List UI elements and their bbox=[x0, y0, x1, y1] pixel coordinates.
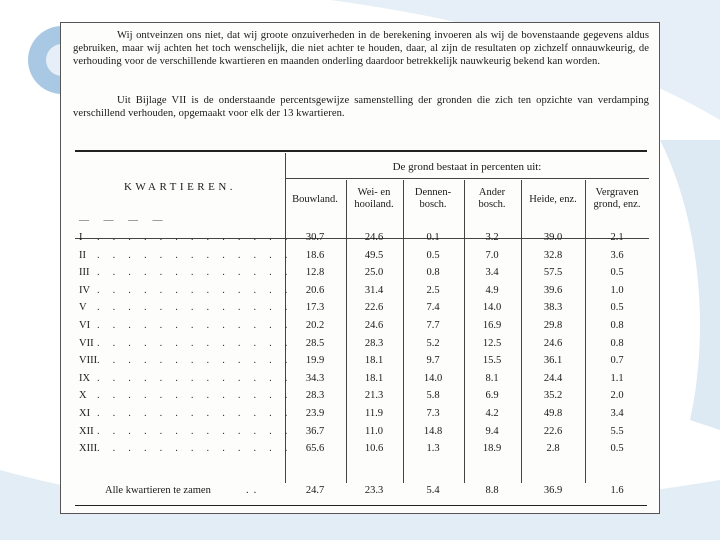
table-cell: 9.4 bbox=[485, 425, 499, 437]
table-cell: 39.6 bbox=[543, 284, 563, 296]
table-cell: 5.8 bbox=[426, 390, 440, 402]
table-cell: 7.4 bbox=[426, 302, 440, 314]
table-cell: 32.8 bbox=[543, 249, 563, 261]
table-cell: 2.1 bbox=[610, 232, 624, 243]
row-label: XI bbox=[79, 408, 91, 419]
table-cell: 2.8 bbox=[546, 443, 560, 455]
table-cell: 18.1 bbox=[364, 355, 384, 367]
table-cell: 7.7 bbox=[426, 320, 440, 331]
table-row bbox=[61, 319, 660, 337]
table-cell: 22.6 bbox=[364, 302, 384, 314]
table-cell: 12.8 bbox=[305, 267, 325, 279]
table-cell: 9.7 bbox=[426, 355, 440, 367]
table-cell: 7.0 bbox=[485, 249, 499, 261]
table-cell: 0.5 bbox=[426, 249, 440, 261]
table-cell: 5.5 bbox=[610, 425, 624, 437]
table-cell: 38.3 bbox=[543, 302, 563, 314]
total-cell: 24.7 bbox=[305, 485, 325, 496]
column-header-line: hooiland. bbox=[354, 198, 394, 210]
leader-dots: . . . . . . . . . . . . . bbox=[97, 267, 293, 279]
table-cell: 3.2 bbox=[485, 232, 499, 243]
table-cell: 57.5 bbox=[543, 267, 563, 279]
table-cell: 31.4 bbox=[364, 284, 384, 296]
table-top-rule bbox=[75, 150, 647, 152]
table-cell: 25.0 bbox=[364, 267, 384, 279]
table-cell: 30.7 bbox=[305, 232, 325, 243]
table-cell: 0.8 bbox=[426, 267, 440, 279]
leader-dots: . . . . . . . . . . . . . bbox=[97, 302, 293, 314]
table-cell: 20.6 bbox=[305, 284, 325, 296]
column-header-line: bosch. bbox=[419, 198, 447, 210]
table-cell: 0.8 bbox=[610, 337, 624, 349]
column-header-line: Dennen- bbox=[414, 187, 452, 198]
table-cell: 24.6 bbox=[543, 337, 563, 349]
total-cell: 36.9 bbox=[543, 485, 563, 496]
table-cell: 0.8 bbox=[610, 320, 624, 331]
table-row bbox=[61, 425, 660, 443]
column-header-line: Bouwland. bbox=[292, 194, 338, 205]
total-leader-dots: .. bbox=[246, 485, 262, 496]
table-cell: 39.0 bbox=[543, 232, 563, 243]
table-row bbox=[61, 372, 660, 390]
table-cell: 29.8 bbox=[543, 320, 563, 331]
row-label: XII bbox=[79, 425, 94, 437]
table-cell: 28.5 bbox=[305, 337, 325, 349]
table-cell: 24.6 bbox=[364, 320, 384, 331]
table-cell: 16.9 bbox=[482, 320, 502, 331]
leader-dots: . . . . . . . . . . . . . bbox=[97, 443, 293, 455]
table-cell: 3.4 bbox=[485, 267, 499, 279]
table-cell: 6.9 bbox=[485, 390, 499, 402]
table-row bbox=[61, 389, 660, 407]
table-cell: 14.8 bbox=[423, 425, 443, 437]
table-cell: 4.2 bbox=[485, 408, 499, 419]
table-row bbox=[61, 284, 660, 302]
table-cell: 28.3 bbox=[364, 337, 384, 349]
table-cell: 18.9 bbox=[482, 443, 502, 455]
table-cell: 19.9 bbox=[305, 355, 325, 367]
row-label: VIII bbox=[79, 355, 98, 367]
table-cell: 3.4 bbox=[610, 408, 624, 419]
table-cell: 34.3 bbox=[305, 372, 325, 384]
table-row bbox=[61, 301, 660, 319]
table-row bbox=[61, 337, 660, 355]
row-label: VI bbox=[79, 320, 91, 331]
background-swoosh-right bbox=[660, 140, 720, 430]
column-header-line: bosch. bbox=[478, 198, 506, 210]
row-header: KWARTIEREN. bbox=[123, 181, 237, 193]
column-header-5 bbox=[521, 194, 585, 206]
table-cell: 17.3 bbox=[305, 302, 325, 314]
group-header: De grond bestaat in percenten uit: bbox=[392, 161, 542, 173]
table-cell: 18.6 bbox=[305, 249, 325, 261]
table-bottom-rule bbox=[75, 505, 647, 506]
leader-dots: . . . . . . . . . . . . . bbox=[97, 337, 293, 349]
table-cell: 35.2 bbox=[543, 390, 563, 402]
paragraph-1: Wij ontveinzen ons niet, dat wij groote onzuiverheden in de berekening invoeren als wij de bovenstaande gegevens aldus gebruiken, maar wij achten het toch wenschelijk, die niet achter te houden, daar, al zijn de resultaten op zichzelf onnauwkeurig, de verhouding voor de verschillende kwartieren en maanden onderling daardoor betrekkelijk nauwkeurig bekend kan worden. bbox=[73, 30, 649, 68]
column-header-line: grond, enz. bbox=[593, 198, 641, 210]
leader-dots: . . . . . . . . . . . . . bbox=[97, 232, 293, 243]
column-header-line: Wei- en bbox=[357, 187, 391, 198]
table-cell: 1.0 bbox=[610, 284, 624, 296]
column-header-6 bbox=[585, 187, 649, 210]
leader-dots: . . . . . . . . . . . . . bbox=[97, 320, 293, 331]
table-cell: 23.9 bbox=[305, 408, 325, 419]
leader-dots: . . . . . . . . . . . . . bbox=[97, 372, 293, 384]
table-cell: 5.2 bbox=[426, 337, 440, 349]
header-dash-line: — — — — bbox=[79, 215, 169, 226]
table-cell: 3.6 bbox=[610, 249, 624, 261]
table-cell: 49.8 bbox=[543, 408, 563, 419]
table-cell: 1.1 bbox=[610, 372, 624, 384]
table-cell: 15.5 bbox=[482, 355, 502, 367]
table-cell: 14.0 bbox=[423, 372, 443, 384]
total-cell: 8.8 bbox=[485, 485, 499, 496]
leader-dots: . . . . . . . . . . . . . bbox=[97, 425, 293, 437]
leader-dots: . . . . . . . . . . . . . bbox=[97, 390, 293, 402]
scanned-document bbox=[60, 22, 660, 514]
table-cell: 0.5 bbox=[610, 443, 624, 455]
table-row bbox=[61, 249, 660, 267]
column-header-3 bbox=[403, 187, 463, 210]
column-header-4 bbox=[464, 187, 520, 210]
table-cell: 4.9 bbox=[485, 284, 499, 296]
table-cell: 0.5 bbox=[610, 267, 624, 279]
column-header-2 bbox=[346, 187, 402, 210]
leader-dots: . . . . . . . . . . . . . bbox=[97, 355, 293, 367]
total-cell: 23.3 bbox=[364, 485, 384, 496]
table-cell: 12.5 bbox=[482, 337, 502, 349]
table-cell: 0.1 bbox=[426, 232, 440, 243]
table-cell: 20.2 bbox=[305, 320, 325, 331]
table-cell: 2.5 bbox=[426, 284, 440, 296]
table-cell: 65.6 bbox=[305, 443, 325, 455]
column-header-1 bbox=[285, 194, 345, 206]
row-label: VII bbox=[79, 337, 94, 349]
table-row bbox=[61, 231, 660, 249]
row-label: IX bbox=[79, 372, 91, 384]
table-cell: 49.5 bbox=[364, 249, 384, 261]
table-row bbox=[61, 354, 660, 372]
table-cell: 10.6 bbox=[364, 443, 384, 455]
column-header-line: Ander bbox=[478, 187, 506, 198]
leader-dots: . . . . . . . . . . . . . bbox=[97, 249, 293, 261]
table-cell: 8.1 bbox=[485, 372, 499, 384]
table-cell: 21.3 bbox=[364, 390, 384, 402]
table-cell: 28.3 bbox=[305, 390, 325, 402]
table-cell: 24.6 bbox=[364, 232, 384, 243]
table-row bbox=[61, 407, 660, 425]
row-label: X bbox=[79, 390, 87, 402]
table-cell: 11.0 bbox=[365, 425, 383, 437]
leader-dots: . . . . . . . . . . . . . bbox=[97, 284, 293, 296]
leader-dots: . . . . . . . . . . . . . bbox=[97, 408, 293, 419]
row-label: XIII bbox=[79, 443, 98, 455]
table-cell: 11.9 bbox=[365, 408, 383, 419]
total-cell: 1.6 bbox=[610, 485, 624, 496]
table-cell: 36.7 bbox=[305, 425, 325, 437]
row-label: III bbox=[79, 267, 90, 279]
row-label: V bbox=[79, 302, 87, 314]
table-row bbox=[61, 266, 660, 284]
row-label: I bbox=[79, 232, 83, 243]
table-cell: 2.0 bbox=[610, 390, 624, 402]
group-header-underline bbox=[285, 178, 649, 179]
table-cell: 0.7 bbox=[610, 355, 624, 367]
total-cell: 5.4 bbox=[426, 485, 440, 496]
table-cell: 0.5 bbox=[610, 302, 624, 314]
column-header-line: Heide, enz. bbox=[529, 194, 577, 205]
row-label: II bbox=[79, 249, 86, 261]
table-cell: 14.0 bbox=[482, 302, 502, 314]
table-row bbox=[61, 442, 660, 460]
paragraph-2: Uit Bijlage VII is de onderstaande percentsgewijze samenstelling der gronden die zich ten opzichte van verdamping verschillend verhouden, opgemaakt voor elk der 13 kwartieren. bbox=[73, 95, 649, 120]
row-label: IV bbox=[79, 284, 91, 296]
table-cell: 7.3 bbox=[426, 408, 440, 419]
table-cell: 24.4 bbox=[543, 372, 563, 384]
table-cell: 22.6 bbox=[543, 425, 563, 437]
table-cell: 18.1 bbox=[364, 372, 384, 384]
total-label: Alle kwartieren te zamen bbox=[105, 485, 211, 496]
table-cell: 1.3 bbox=[426, 443, 440, 455]
table-cell: 36.1 bbox=[543, 355, 563, 367]
column-header-line: Vergraven bbox=[595, 187, 639, 198]
